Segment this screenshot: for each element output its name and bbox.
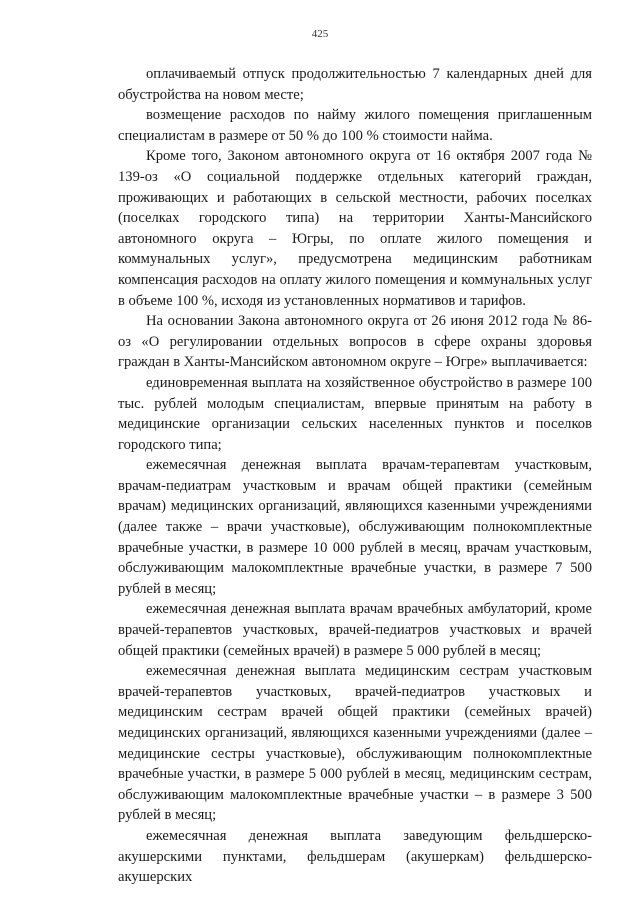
- paragraph: ежемесячная денежная выплата врачам-терапевтам участковым, врачам-педиатрам участковым и врачам общей практики (семейным врачам) медицинских организаций, являющихся казенными учреждениями (далее также – врачи участковые), обслуживающим полнокомплектные врачебные участки, в размере 10 000 рублей в месяц, врачам участковым, обслуживающим малокомплектные врачебные участки, в размере 7 500 рублей в месяц;: [118, 457, 592, 597]
- paragraph: ежемесячная денежная выплата заведующим фельдшерско-акушерскими пунктами, фельдшерам (акушеркам) фельдшерско-акушерских: [118, 827, 592, 886]
- page-number: 425: [311, 28, 329, 40]
- paragraph: ежемесячная денежная выплата медицинским сестрам участковым врачей-терапевтов участковых, врачей-педиатров участковых и медицинским сестрам врачей общей практики (семейных врачей) медицинских организаций, являющихся казенными учреждениями (далее – медицинские сестры участковые), обслуживающим полнокомплектные врачебные участки, в размере 5 000 рублей в месяц, медицинским сестрам, обслуживающим малокомплектные врачебные участки – в размере 3 500 рублей в месяц;: [118, 663, 592, 824]
- paragraph: На основании Закона автономного округа от 26 июня 2012 года № 86-оз «О регулировании отдельных вопросов в сфере охраны здоровья граждан в Ханты-Мансийском автономном округе – Югре» выплачивается:: [118, 313, 592, 371]
- paragraph: ежемесячная денежная выплата врачам врачебных амбулаторий, кроме врачей-терапевтов участковых, врачей-педиатров участковых и врачей общей практики (семейных врачей) в размере 5 000 рублей в месяц;: [118, 601, 592, 659]
- document-body: [118, 64, 592, 888]
- paragraph: единовременная выплата на хозяйственное обустройство в размере 100 тыс. рублей молодым специалистам, впервые принятым на работу в медицинские организации сельских населенных пунктов и поселков городского типа;: [118, 374, 592, 453]
- paragraph: оплачиваемый отпуск продолжительностью 7 календарных дней для обустройства на новом месте;: [118, 66, 592, 103]
- paragraph: возмещение расходов по найму жилого помещения приглашенным специалистам в размере от 50 % до 100 % стоимости найма.: [118, 107, 592, 144]
- paragraph: Кроме того, Законом автономного округа от 16 октября 2007 года № 139-оз «О социальной поддержке отдельных категорий граждан, проживающих и работающих в сельской местности, рабочих поселках (поселках городского типа) на территории Ханты-Мансийского автономного округа – Югры, по оплате жилого помещения и коммунальных услуг», предусмотрена медицинским работникам компенсация расходов на оплату жилого помещения и коммунальных услуг в объеме 100 %, исходя из установленных нормативов и тарифов.: [118, 148, 592, 309]
